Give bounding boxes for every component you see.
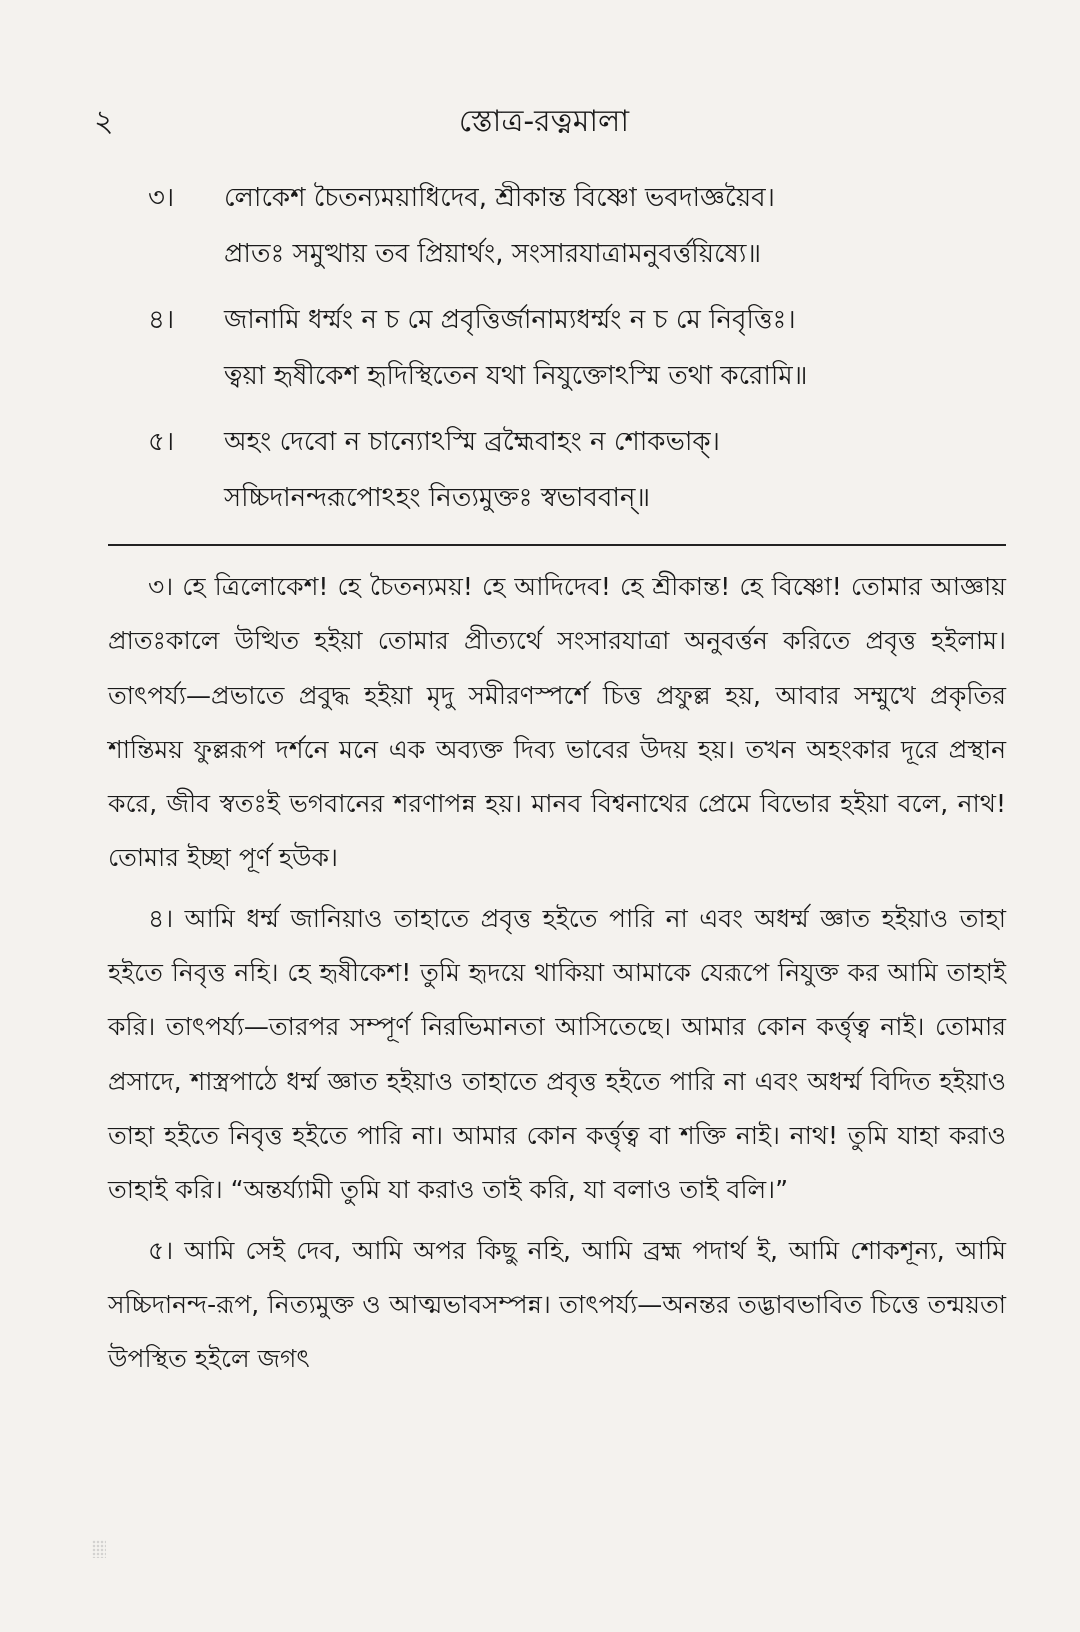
verse-line	[148, 292, 998, 348]
verse-line: ত্বয়া হৃষীকেশ হৃদিস্থিতেন যথা নিযুক্তোঽস্মি তথা করোমি॥	[224, 361, 808, 391]
commentary-verse-4: ৪। আমি ধর্ম্ম জানিয়াও তাহাতে প্রবৃত্ত হইতে পারি না এবং অধর্ম্ম জ্ঞাত হইয়াও তাহা হইতে নিবৃত্ত নহি। হে হৃষীকেশ! তুমি হৃদয়ে থাকিয়া আমাকে যেরূপে নিযুক্ত কর আমি তাহাই করি। তাৎপর্য্য—তারপর সম্পূর্ণ নিরভিমানতা আসিতেছে। আমার কোন কর্ত্তৃত্ব নাই। তোমার প্রসাদে, শাস্ত্রপাঠে ধর্ম্ম জ্ঞাত হইয়াও তাহাতে প্রবৃত্ত হইতে পারি না এবং অধর্ম্ম বিদিত হইয়াও তাহা হইতে নিবৃত্ত হইতে পারি না। আমার কোন কর্ত্তৃত্ব বা শক্তি নাই। নাথ! তুমি যাহা করাও তাহাই করি। “অন্তর্য্যামী তুমি যা করাও তাই করি, যা বলাও তাই বলি।”	[108, 903, 1006, 1205]
page-header	[94, 100, 994, 144]
verse-line	[148, 414, 998, 470]
scan-artifact	[92, 1540, 106, 1558]
verse-5	[148, 414, 998, 526]
verse-4	[148, 292, 998, 404]
verse-number: ৪।	[148, 305, 175, 335]
verse-number: ৫।	[148, 427, 175, 457]
verse-line	[148, 170, 998, 226]
commentary-verse-5: ৫। আমি সেই দেব, আমি অপর কিছু নহি, আমি ব্রহ্ম পদার্থ ই, আমি শোকশূন্য, আমি সচ্চিদানন্দ-রূপ, নিত্যমুক্ত ও আত্মভাবসম্পন্ন। তাৎপর্য্য—অনন্তর তদ্ভাবভাবিত চিত্তে তন্ময়তা উপস্থিত হইলে জগৎ	[108, 1235, 1006, 1374]
verse-number: ৩।	[148, 183, 175, 213]
bengali-commentary	[108, 560, 1006, 1392]
page-number: ২	[94, 104, 114, 139]
section-divider	[108, 544, 1006, 546]
running-title: স্তোত্র-রত্নমালা	[458, 104, 630, 139]
verse-line: প্রাতঃ সমুত্থায় তব প্রিয়ার্থং, সংসারযাত্রামনুবর্ত্তয়িষ্যে॥	[224, 239, 762, 269]
verse-text: জানামি ধর্ম্মং ন চ মে প্রবৃত্তির্জানাম্যধর্ম্মং ন চ মে নিবৃত্তিঃ।	[224, 305, 796, 335]
verse-text: লোকেশ চৈতন্যময়াধিদেব, শ্রীকান্ত বিষ্ণো ভবদাজ্ঞয়ৈব।	[224, 183, 775, 213]
commentary-verse-3: ৩। হে ত্রিলোকেশ! হে চৈতন্যময়! হে আদিদেব! হে শ্রীকান্ত! হে বিষ্ণো! তোমার আজ্ঞায় প্রাতঃকালে উত্থিত হইয়া তোমার প্রীত্যর্থে সংসারযাত্রা অনুবর্ত্তন করিতে প্রবৃত্ত হইলাম। তাৎপর্য্য—প্রভাতে প্রবুদ্ধ হইয়া মৃদু সমীরণস্পর্শে চিত্ত প্রফুল্ল হয়, আবার সম্মুখে প্রকৃতির শান্তিময় ফুল্লরূপ দর্শনে মনে এক অব্যক্ত দিব্য ভাবের উদয় হয়। তখন অহংকার দূরে প্রস্থান করে, জীব স্বতঃই ভগবানের শরণাপন্ন হয়। মানব বিশ্বনাথের প্রেমে বিভোর হইয়া বলে, নাথ! তোমার ইচ্ছা পূর্ণ হউক।	[108, 572, 1006, 873]
verse-line: সচ্চিদানন্দরূপোঽহং নিত্যমুক্তঃ স্বভাববান্॥	[224, 483, 651, 513]
verse-3	[148, 170, 998, 282]
sanskrit-verses	[148, 170, 998, 536]
verse-text: অহং দেবো ন চান্যোঽস্মি ব্রহ্মৈবাহং ন শোকভাক্।	[224, 427, 720, 457]
